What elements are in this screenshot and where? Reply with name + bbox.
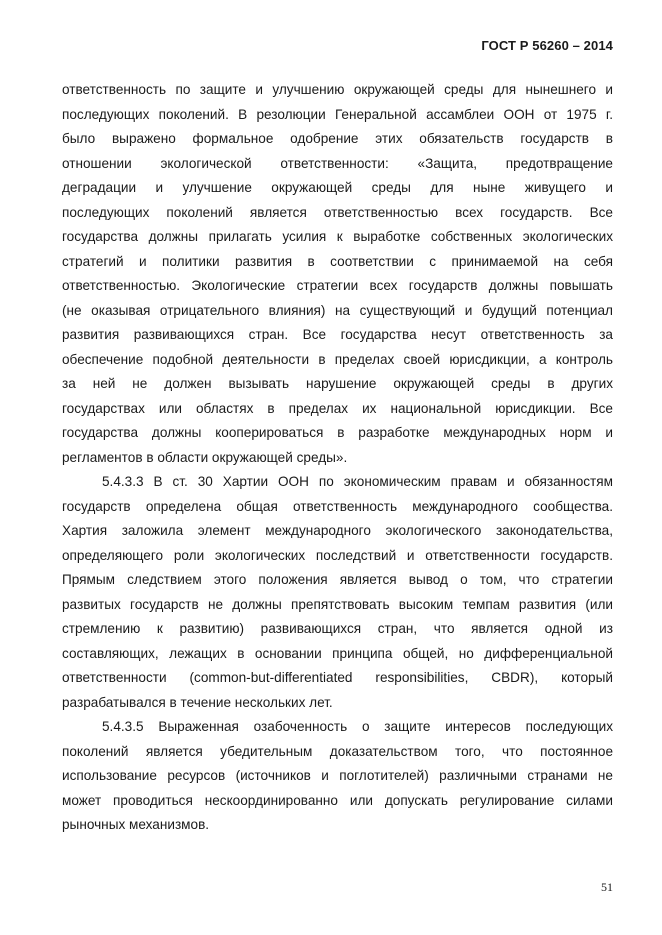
text-line: 5.4.3.5 Выраженная озабоченность о защите интересов последующих [102,719,613,734]
text-line: Прямым следствием этого положения является вывод о том, что стратегии [62,572,613,587]
document-code-header: ГОСТ Р 56260 – 2014 [481,38,613,53]
paragraph-5-4-3-5 [62,715,613,838]
text-line: отношении экологической ответственности: «Защита, предотвращение [62,155,613,171]
text-line: последующих поколений. В резолюции Генеральной ассамблеи ООН от 1975 г. [62,106,613,122]
text-line: разрабатывался в течение нескольких лет. [62,694,333,710]
text-line: (не оказывая отрицательного влияния) на существующий и будущий потенциал [62,302,613,318]
text-line: рыночных механизмов. [62,817,210,832]
text-line: обеспечение подобной деятельности в пределах своей юрисдикции, а контроль [62,351,613,367]
text-line: государствах или областях в пределах их национальной юрисдикции. Все [62,400,613,416]
text-line: развитых государств не должны препятствовать высоким темпам развития (или [62,596,613,612]
text-line: 5.4.3.3 В ст. 30 Хартии ООН по экономическим правам и обязанностям [102,474,613,489]
text-line: государства должны прилагать усилия к выработке собственных экологических [62,229,613,244]
text-line: за ней не должен вызывать нарушение окружающей среды в других [62,376,613,391]
page-number: 51 [601,880,613,894]
text-line: может проводиться нескоординированно или допускать регулирование силами [62,792,613,808]
paragraph-5-4-3-3 [62,470,613,715]
text-line: деградации и улучшение окружающей среды для ныне живущего и [62,180,613,195]
text-line: ответственность по защите и улучшению окружающей среды для нынешнего и [62,82,613,97]
text-line: составляющих, лежащих в основании принципа общей, но дифференциальной [62,645,613,661]
text-line: поколений является убедительным доказательством того, что постоянное [62,743,613,759]
text-line: было выражено формальное одобрение этих обязательств государств в [62,131,613,146]
text-line: развития развивающихся стран. Все государства несут ответственность за [62,327,613,342]
text-line: государств определена общая ответственность международного сообщества. [62,498,613,514]
text-line: государства должны кооперироваться в разработке международных норм и [62,425,613,440]
document-body [62,78,613,838]
text-line: стремлению к развитию) развивающихся стран, что является одной из [62,621,613,636]
text-line: ответственностью. Экологические стратегии всех государств должны повышать [62,278,613,293]
text-line: последующих поколений является ответственностью всех государств. Все [62,204,613,220]
text-line: ответственности (common-but-differentiated responsibilities, CBDR), который [62,670,613,685]
text-line: использование ресурсов (источников и поглотителей) различными странами не [62,768,613,783]
paragraph-continuation [62,78,613,470]
text-line: определяющего роли экологических последствий и ответственности государств. [62,547,613,563]
text-line: стратегий и политики развития в соответствии с принимаемой на себя [62,253,613,269]
text-line: Хартия заложила элемент международного экологического законодательства, [62,523,613,538]
text-line: регламентов в области окружающей среды». [62,449,348,465]
